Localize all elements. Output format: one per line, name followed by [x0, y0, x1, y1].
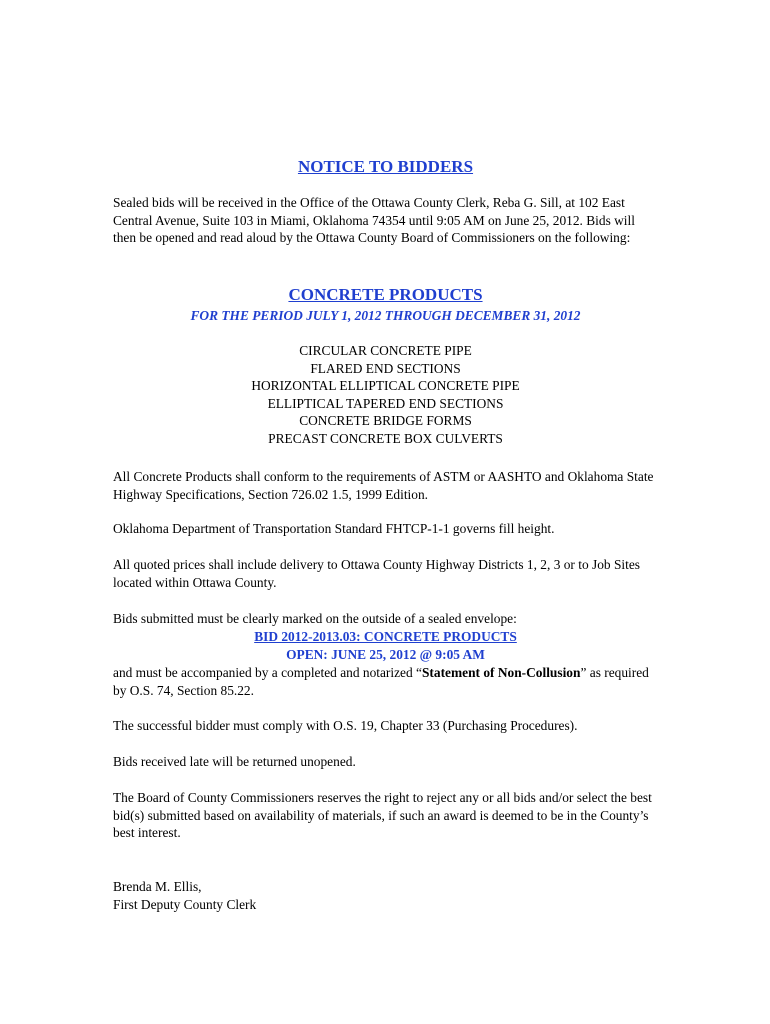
- notice-title: NOTICE TO BIDDERS: [297, 157, 474, 176]
- signer-title: First Deputy County Clerk: [113, 897, 257, 912]
- delivery-paragraph: All quoted prices shall include delivery to Ottawa County Highway Districts 1, 2, 3 or to Job Sites located within Ottawa County.: [113, 557, 640, 590]
- accompanied-paragraph: [113, 664, 658, 699]
- open-line: OPEN: JUNE 25, 2012 @ 9:05 AM: [286, 647, 485, 662]
- non-collusion-statement: Statement of Non-Collusion: [421, 665, 581, 680]
- accompanied-text-pre: and must be accompanied by a completed and notarized “: [113, 665, 422, 680]
- accompanied-text-post: ” as required by O.S. 74, Section 85.22.: [113, 665, 649, 698]
- product-list: [113, 342, 658, 447]
- product-item: FLARED END SECTIONS: [310, 360, 461, 376]
- reserve-paragraph: The Board of County Commissioners reserves the right to reject any or all bids and/or select the best bid(s) submitted based on availability of materials, if such an award is deemed to be in the County’s best interest.: [113, 790, 652, 840]
- conform-paragraph: All Concrete Products shall conform to the requirements of ASTM or AASHTO and Oklahoma State Highway Specifications, Section 726.02 1.5, 1999 Edition.: [113, 469, 654, 502]
- product-item: ELLIPTICAL TAPERED END SECTIONS: [267, 395, 504, 411]
- marked-paragraph: Bids submitted must be clearly marked on the outside of a sealed envelope:: [113, 611, 517, 626]
- product-item: CIRCULAR CONCRETE PIPE: [299, 343, 472, 358]
- signer-name: Brenda M. Ellis,: [113, 879, 202, 894]
- intro-paragraph: Sealed bids will be received in the Office of the Ottawa County Clerk, Reba G. Sill, at 102 East Central Avenue, Suite 103 in Miami, Oklahoma 74354 until 9:05 AM on June 25, 2012. Bids will then be opened and read aloud by the Ottawa County Board of Commissioners on the following:: [113, 195, 635, 245]
- product-item: HORIZONTAL ELLIPTICAL CONCRETE PIPE: [251, 378, 520, 393]
- bid-line: BID 2012-2013.03: CONCRETE PRODUCTS: [254, 629, 517, 644]
- product-item: CONCRETE BRIDGE FORMS: [299, 413, 472, 428]
- late-paragraph: Bids received late will be returned unopened.: [113, 754, 356, 769]
- product-item: PRECAST CONCRETE BOX CULVERTS: [268, 430, 503, 446]
- odot-paragraph: Oklahoma Department of Transportation Standard FHTCP-1-1 governs fill height.: [113, 521, 555, 536]
- period-line: FOR THE PERIOD JULY 1, 2012 THROUGH DECEMBER 31, 2012: [190, 308, 581, 323]
- section-title: CONCRETE PRODUCTS: [288, 285, 483, 304]
- comply-paragraph: The successful bidder must comply with O.S. 19, Chapter 33 (Purchasing Procedures).: [113, 718, 578, 733]
